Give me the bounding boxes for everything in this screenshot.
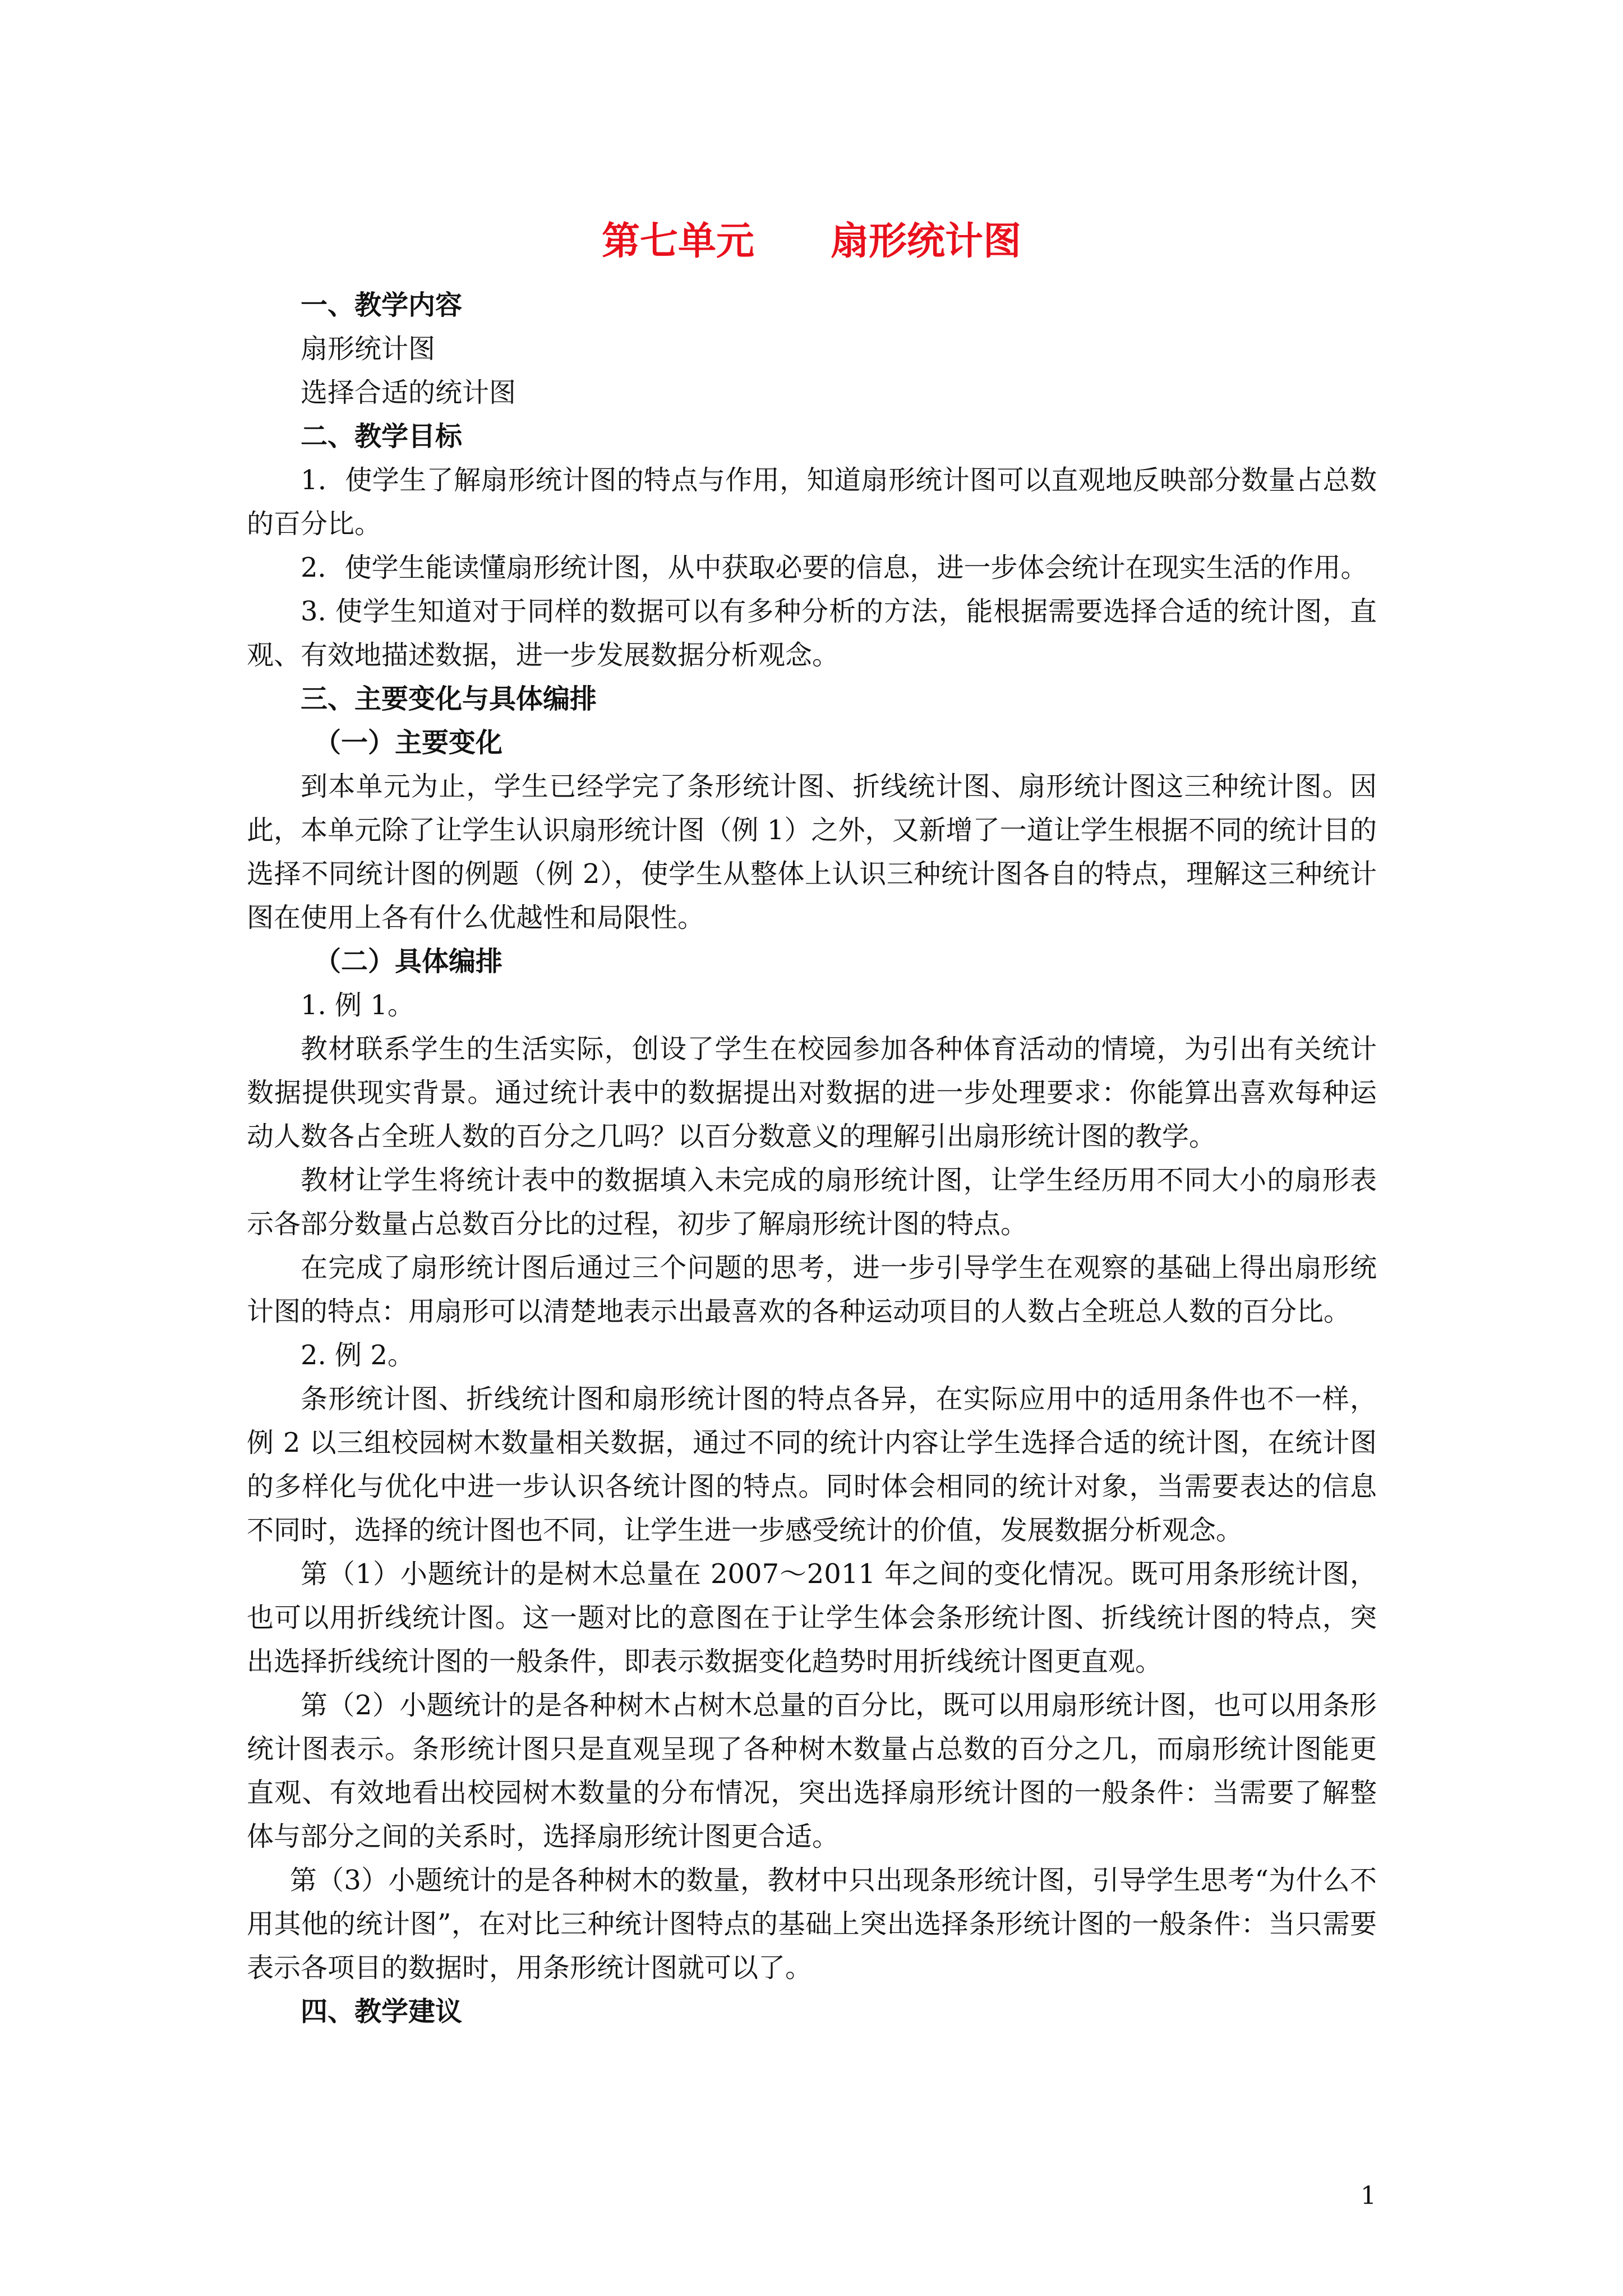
- body-paragraph: 条形统计图、折线统计图和扇形统计图的特点各异，在实际应用中的适用条件也不一样，例 2 以三组校园树木数量相关数据，通过不同的统计内容让学生选择合适的统计图，在统计图的多样化与优化中进一步认识各统计图的特点。同时体会相同的统计对象，当需要表达的信息不同时，选择的统计图也不同，让学生进一步感受统计的价值，发展数据分析观念。: [247, 1383, 1377, 1546]
- section-heading-changes: 三、主要变化与具体编排: [301, 683, 597, 715]
- section-heading-goals: 二、教学目标: [301, 421, 463, 452]
- body-paragraph: 第（2）小题统计的是各种树木占树木总量的百分比，既可以用扇形统计图，也可以用条形统计图表示。条形统计图只是直观呈现了各种树木数量占总数的百分之几，而扇形统计图能更直观、有效地看出校园树木数量的分布情况，突出选择扇形统计图的一般条件：当需要了解整体与部分之间的关系时，选择扇形统计图更合适。: [247, 1690, 1377, 1852]
- page-title: 第七单元 扇形统计图: [601, 219, 1021, 264]
- goal-paragraph: 1．使学生了解扇形统计图的特点与作用，知道扇形统计图可以直观地反映部分数量占总数的百分比。: [247, 464, 1377, 540]
- body-paragraph: 第（3）小题统计的是各种树木的数量，教材中只出现条形统计图，引导学生思考“为什么不用其他的统计图”，在对比三种统计图特点的基础上突出选择条形统计图的一般条件：当只需要表示各项目的数据时，用条形统计图就可以了。: [247, 1865, 1377, 1984]
- list-item: 扇形统计图: [301, 333, 436, 365]
- goal-paragraph: 3. 使学生知道对于同样的数据可以有多种分析的方法，能根据需要选择合适的统计图，直观、有效地描述数据，进一步发展数据分析观念。: [247, 596, 1377, 671]
- body-paragraph: 第（1）小题统计的是树木总量在 2007～2011 年之间的变化情况。既可用条形统计图，也可以用折线统计图。这一题对比的意图在于让学生体会条形统计图、折线统计图的特点，突出选择折线统计图的一般条件，即表示数据变化趋势时用折线统计图更直观。: [247, 1558, 1377, 1677]
- example-label: 2. 例 2。: [301, 1340, 414, 1371]
- document-body: [247, 283, 1377, 2033]
- section-heading-suggestions: 四、教学建议: [301, 1996, 463, 2027]
- section-heading-content: 一、教学内容: [301, 289, 463, 321]
- subheading-main-changes: （一）主要变化: [314, 727, 503, 758]
- body-paragraph: 在完成了扇形统计图后通过三个问题的思考，进一步引导学生在观察的基础上得出扇形统计图的特点：用扇形可以清楚地表示出最喜欢的各种运动项目的人数占全班总人数的百分比。: [247, 1252, 1377, 1327]
- page-number: 1: [1361, 2182, 1376, 2210]
- example-label: 1. 例 1。: [301, 990, 414, 1021]
- list-item: 选择合适的统计图: [301, 377, 517, 408]
- body-paragraph: 教材让学生将统计表中的数据填入未完成的扇形统计图，让学生经历用不同大小的扇形表示各部分数量占总数百分比的过程，初步了解扇形统计图的特点。: [247, 1165, 1377, 1240]
- subheading-arrangement: （二）具体编排: [314, 946, 503, 977]
- body-paragraph: 教材联系学生的生活实际，创设了学生在校园参加各种体育活动的情境，为引出有关统计数据提供现实背景。通过统计表中的数据提出对数据的进一步处理要求：你能算出喜欢每种运动人数各占全班人数的百分之几吗？以百分数意义的理解引出扇形统计图的教学。: [247, 1033, 1377, 1152]
- body-paragraph: 到本单元为止，学生已经学完了条形统计图、折线统计图、扇形统计图这三种统计图。因此，本单元除了让学生认识扇形统计图（例 1）之外，又新增了一道让学生根据不同的统计目的选择不同统计图的例题（例 2），使学生从整体上认识三种统计图各自的特点，理解这三种统计图在使用上各有什么优越性和局限性。: [247, 771, 1377, 933]
- goal-paragraph: 2．使学生能读懂扇形统计图，从中获取必要的信息，进一步体会统计在现实生活的作用。: [301, 552, 1368, 583]
